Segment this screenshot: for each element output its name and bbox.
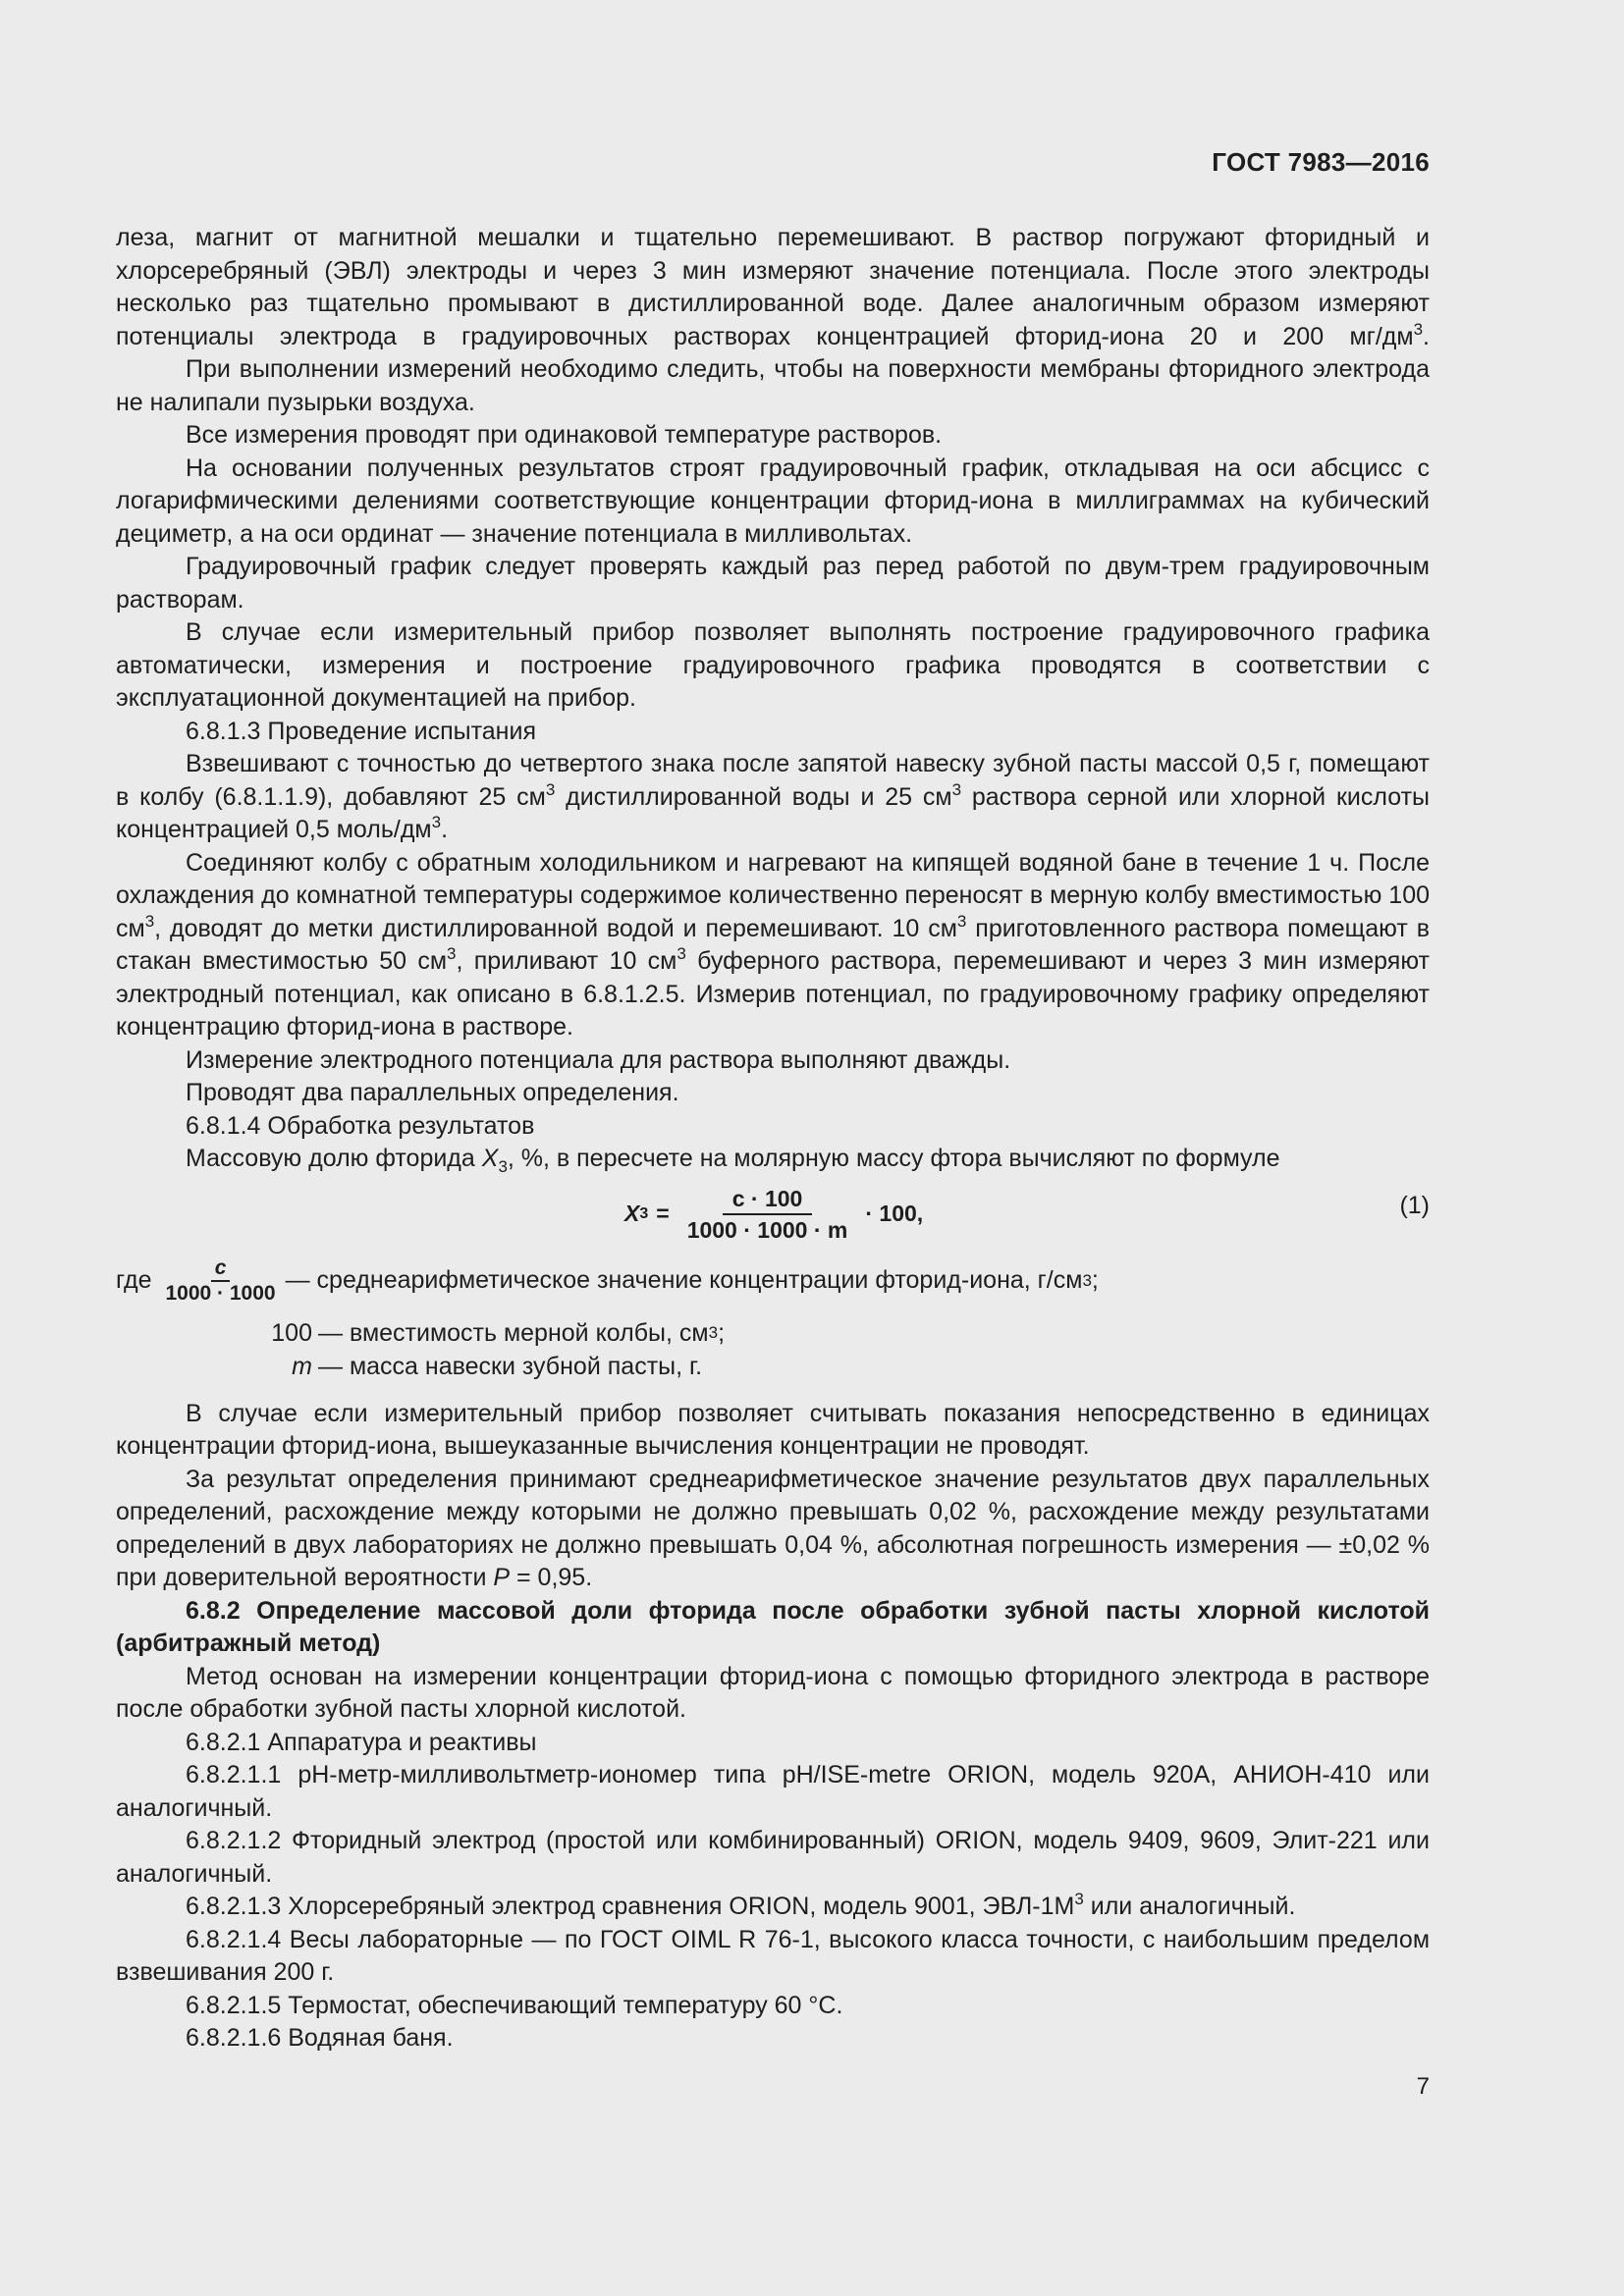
paragraph: Соединяют колбу с обратным холодильником и нагревают на кипящей водяной бане в течение 1 ч. После охлаждения до комнатной температуры содержимое количественно переносят в мерную колбу вместимостью 100 $см^3$, доводят до метки дистиллированной водой и перемешивают. 10 $см^3$ приготовленного раствора помещают в стакан вместимостью 50 $см^3$, приливают 10 $см^3$ буферного раствора, перемешивают и через 3 мин измеряют электродный потенциал, как описано в 6.8.1.2.5. Измерив потенциал, по градуировочному графику определяют концентрацию фторид-иона в растворе. — [116, 848, 1430, 1041]
paragraph: Метод основан на измерении концентрации фторид-иона с помощью фторидного электрода в растворе после обработки зубной пасты хлорной кислотой. — [116, 1662, 1430, 1723]
paragraph: При выполнении измерений необходимо следить, чтобы на поверхности мембраны фторидного электрода не налипали пузырьки воздуха. — [116, 355, 1430, 416]
paragraph: В случае если измерительный прибор позволяет считывать показания непосредственно в единицах концентрации фторид-иона, вышеуказанные вычисления концентрации не проводят. — [116, 1399, 1430, 1460]
list-item: 6.8.2.1.6 Водяная баня. — [186, 2024, 454, 2052]
formula-denominator: 1000 · 1000 · m — [686, 1216, 848, 1243]
paragraph: Измерение электродного потенциала для раствора выполняют дважды. — [186, 1045, 1011, 1074]
legend-fraction: $\frac{c}{1000 \cdot 1000}$ — [165, 1255, 276, 1305]
paragraph: Проводят два параллельных определения. — [186, 1079, 679, 1106]
paragraph: Градуировочный график следует проверять каждый раз перед работой по двум-трем градуировочным растворам. — [116, 553, 1430, 614]
paragraph: В случае если измерительный прибор позволяет выполнять построение градуировочного графика автоматически, измерения и построение градуировочного графика проводятся в соответствии с эксплуатационной документацией на прибор. — [116, 618, 1430, 712]
list-item: 6.8.2.1.1 pH-метр-милливольтметр-иономер типа pH/ISE-metre ORION, модель 920А, АНИОН-410 или аналогичный. — [116, 1761, 1430, 1822]
legend-row: 100 — вместимость мерной колбы, см 3 ; — [271, 1318, 726, 1347]
formula-block — [116, 1184, 1430, 1251]
formula-legend — [116, 1256, 1430, 1390]
equation-number: (1) — [1399, 1191, 1430, 1219]
section-heading: 6.8.2 Определение массовой доли фторида после обработки зубной пасты хлорной кислотой (арбитражный метод) — [116, 1596, 1430, 1657]
formula-numerator: c · 100 — [723, 1186, 813, 1215]
paragraph: Массовую долю фторида $X_3$, %, в пересчете на молярную массу фтора вычисляют по формуле — [186, 1145, 1280, 1176]
paragraph: леза, магнит от магнитной мешалки и тщательно перемешивают. В раствор погружают фторидный и хлорсеребряный (ЭВЛ) электроды и через 3 мин измеряют значение потенциала. После этого электроды несколько раз тщательно промывают в дистиллированной воде. Далее аналогичным образом измеряют потенциалы электрода в градуировочных растворах концентрацией фторид-иона 20 и 200 $мг/дм^3$. — [116, 224, 1430, 350]
paragraph: Все измерения проводят при одинаковой температуре растворов. — [186, 421, 943, 449]
legend-row: где $\frac{c}{1000 \cdot 1000}$ — среднеарифметическое значение концентрации фторид-иона, г/см 3 ; — [116, 1255, 1099, 1305]
paragraph: За результат определения принимают среднеарифметическое значение результатов двух параллельных определений, расхождение между которыми не должно превышать 0,02 %, расхождение между результатами определений в двух лабораториях не должно превышать 0,04 %, абсолютная погрешность измерения — ±0,02 % при доверительной вероятности P = 0,95. — [116, 1465, 1430, 1591]
list-item: 6.8.2.1.5 Термостат, обеспечивающий температуру 60 °С. — [186, 1991, 843, 2019]
list-item: 6.8.2.1.4 Весы лабораторные — по ГОСТ OIML R 76-1, высокого класса точности, с наибольшим пределом взвешивания 200 г. — [116, 1925, 1430, 1986]
paragraph: Взвешивают с точностью до четвертого знака после запятой навеску зубной пасты массой 0,5 г, помещают в колбу (6.8.1.1.9), добавляют 25 $см^3$ дистиллированной воды и 25 $см^3$ раствора серной или хлорной кислоты концентрацией 0,5 моль/$дм^3$. — [116, 750, 1430, 843]
list-item: 6.8.2.1.2 Фторидный электрод (простой или комбинированный) ORION, модель 9409, 9609, Элит-221 или аналогичный. — [116, 1827, 1430, 1888]
section-heading: 6.8.1.4 Обработка результатов — [186, 1111, 535, 1140]
document-body — [116, 222, 1430, 2056]
page-number: 7 — [1416, 2073, 1430, 2100]
paragraph: На основании полученных результатов строят градуировочный график, откладывая на оси абсцисс с логарифмическими делениями соответствующие концентрации фторид-иона в миллиграммах на кубический дециметр, а на оси ординат — значение потенциала в милливольтах. — [116, 454, 1430, 548]
list-item: 6.8.2.1.3 Хлорсеребряный электрод сравнения ORION, модель 9001, ЭВЛ-$1М^3$ или аналогичный. — [186, 1890, 1296, 1920]
document-header: ГОСТ 7983—2016 — [1212, 147, 1430, 177]
legend-row: m — масса навески зубной пасты, г. — [292, 1352, 703, 1380]
formula: X 3 = $\frac{c \cdot 100}{1000 \cdot 1000 \cdot m}$ · 100, — [624, 1185, 924, 1243]
section-heading: 6.8.2.1 Аппаратура и реактивы — [186, 1728, 537, 1756]
formula-fraction — [677, 1186, 858, 1243]
section-heading: 6.8.1.3 Проведение испытания — [186, 717, 536, 745]
